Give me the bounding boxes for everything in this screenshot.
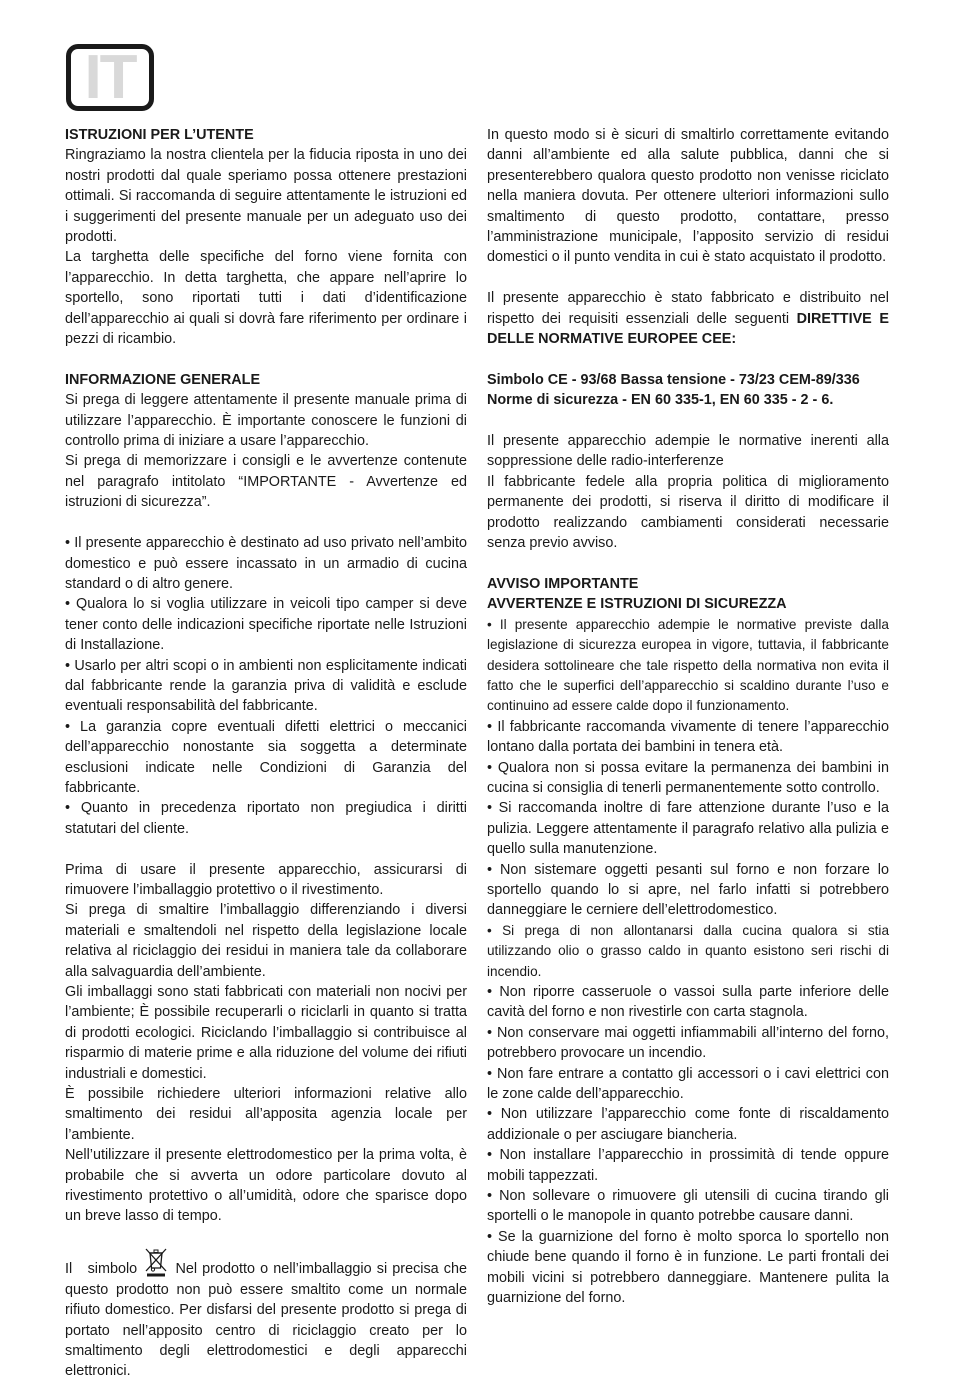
bullet-item: • Quanto in precedenza riportato non pregiudica i diritti statutari del cliente. bbox=[65, 800, 467, 837]
paragraph: È possibile richiedere ulteriori informazioni relative allo smaltimento dei residui all’apposita agenzia locale per l’ambiente. bbox=[65, 1086, 467, 1143]
heading-informazione-generale: INFORMAZIONE GENERALE bbox=[65, 371, 261, 388]
weee-intro: Il simbolo bbox=[65, 1261, 138, 1278]
paragraph: Il fabbricante fedele alla propria politica di miglioramento permanente dei prodotti, si riserva il diritto di modificare il prodotto realizzando cambiamenti considerati necessarie senza previo avviso. bbox=[487, 473, 889, 552]
bullet-item: • Non riporre casseruole o vassoi sulla parte inferiore delle cavità del forno e non rivestirle con carta stagnola. bbox=[487, 984, 889, 1021]
weee-text: Nel prodotto o nell’imballaggio si precisa che questo prodotto non può essere smaltito come un normale rifiuto domestico. Per disfarsi del presente prodotto si prega di portato nell’apposito centro di riciclaggio creato per lo smaltimento degli elettrodomestici e degli apparecchi elettronici. bbox=[65, 1261, 468, 1380]
bullet-item: • Non fare entrare a contatto gli accessori o i cavi elettrici con le zone calde dell’apparecchio. bbox=[487, 1065, 889, 1103]
bullet-item: • Non installare l’apparecchio in prossimità di tende oppure mobili tappezzati. bbox=[487, 1147, 889, 1184]
directives-emphasis: DIRETTIVE E DELLE NORMATIVE EUROPEE CEE: bbox=[487, 310, 889, 348]
paragraph: Gli imballaggi sono stati fabbricati con materiali non nocivi per l’ambiente; È possibile recuperarli o riciclarli in quanto si tratta di prodotti ecologici. Riciclando l’imballaggio si contribuisce al risparmio di materie prime e alla riduzione del volume dei rifiuti industriali e domestici. bbox=[65, 984, 467, 1082]
bullet-item: • Si prega di non allontanarsi dalla cucina qualora si stia utilizzando olio o grasso caldo in quanto esistono seri rischi di incendio. bbox=[487, 922, 889, 979]
bullet-item: • Il presente apparecchio è destinato ad uso privato nell’ambito domestico e può essere incassato in un armadio di cucina standard o di altro genere. bbox=[65, 535, 467, 592]
paragraph: La targhetta delle specifiche del forno viene fornita con l’apparecchio. In detta targhetta, che appare nell’aprire lo sportello, sono riportati tutti i dati d’identificazione dell’apparecchio ai quali si dovrà fare riferimento per ordinare i pezzi di ricambio. bbox=[65, 249, 467, 348]
bullet-item: • Qualora lo si voglia utilizzare in veicoli tipo camper si deve tener conto delle indicazioni specifiche riportate nelle Istruzioni di Installazione. bbox=[65, 596, 467, 654]
crossed-out-wheelie-bin-icon bbox=[144, 1247, 168, 1277]
paragraph: Ringraziamo la nostra clientela per la fiducia riposta in uno dei nostri prodotti dal quale speriamo possa ottenere prestazioni ottimali. Si raccomanda di seguire attentamente le istruzioni ed i suggerimenti del presente manuale per un adeguato uso dei prodotti. bbox=[65, 147, 467, 246]
paragraph: Si prega di smaltire l’imballaggio differenziando i diversi materiali e smaltendoli nel rispetto della legislazione locale relativa al riciclaggio dei residui in maniera tale da collaborare alla salvaguardia dell’ambiente. bbox=[65, 902, 467, 980]
bullet-item: • Il fabbricante raccomanda vivamente di tenere l’apparecchio lontano dalla portata dei bambini in tenera età. bbox=[487, 718, 889, 756]
bullet-item: • Non sollevare o rimuovere gli utensili di cucina tirando gli sportelli o le manopole in quanto potrebbe causare danni. bbox=[487, 1188, 889, 1225]
paragraph: Nell’utilizzare il presente elettrodomestico per la prima volta, è probabile che si avverta un odore particolare dovuto al rivestimento protettivo o all’umidità, odore che sparisce dopo un breve lasso di tempo. bbox=[65, 1147, 467, 1225]
right-column bbox=[487, 125, 889, 1309]
language-badge bbox=[66, 44, 154, 111]
paragraph: In questo modo si è sicuri di smaltirlo correttamente evitando danni all’ambiente ed alla salute pubblica, danni che si presenterebbero qualora questo prodotto non venisse riciclato nella maniera dovuta. Per ottenere ulteriori informazioni sullo smaltimento di questo prodotto, contattare, presso l’amministrazione municipale, l’apposito servizio di residui domestici o il punto vendita in cui è stato acquistato il prodotto. bbox=[487, 127, 889, 266]
heading-avviso-importante: AVVISO IMPORTANTE bbox=[487, 575, 639, 592]
ce-symbol-line: Simbolo CE - 93/68 Bassa tensione - 73/23 CEM-89/336 bbox=[487, 371, 860, 388]
directives-paragraph bbox=[487, 288, 889, 349]
left-column bbox=[65, 125, 467, 1382]
paragraph: Il presente apparecchio adempie le normative inerenti alla soppressione delle radio-interferenze bbox=[487, 433, 889, 470]
bullet-item: • Usarlo per altri scopi o in ambienti non esplicitamente indicati dal fabbricante rende la garanzia priva di validità e esclude eventuali responsabilità del fabbricante. bbox=[65, 657, 467, 715]
bullet-item: • Qualora non si possa evitare la permanenza dei bambini in cucina si consiglia di tenerli permanentemente sotto controllo. bbox=[487, 759, 889, 796]
language-code: IT bbox=[84, 42, 136, 112]
bullet-item: • Il presente apparecchio adempie le normative previste dalla legislazione di sicurezza europea in vigore, tuttavia, il fabbricante desidera sottolineare che tale rispetto della normativa non evita il fatto che le superfici dell’apparecchio si scaldino durante l’uso e continuino ad essere calde dopo il funzionamento. bbox=[487, 616, 889, 714]
bullet-item: • Non conservare mai oggetti infiammabili all’interno del forno, potrebbero provocare un incendio. bbox=[487, 1024, 889, 1062]
heading-istruzioni: ISTRUZIONI PER L’UTENTE bbox=[65, 127, 254, 143]
bullet-item: • Non utilizzare l’apparecchio come fonte di riscaldamento addizionale o per asciugare biancheria. bbox=[487, 1106, 889, 1143]
bullet-item: • Non sistemare oggetti pesanti sul forno e non forzare lo sportello quando lo si apre, nel farlo infatti si potrebbero danneggiare le cerniere dell’elettrodomestico. bbox=[487, 861, 889, 919]
paragraph: Si prega di leggere attentamente il presente manuale prima di utilizzare l’apparecchio. È importante conoscere le funzioni di controllo prima di iniziare a usare l’apparecchio. bbox=[65, 392, 467, 450]
safety-norms-line: Norme di sicurezza - EN 60 335-1, EN 60 335 - 2 - 6. bbox=[487, 392, 834, 409]
bullet-item: • Se la guarnizione del forno è molto sporca lo sportello non chiude bene quando il forno è in funzione. Le parti frontali dei mobili vicini si potrebbero danneggiare. Mantenere pulita la guarnizione del forno. bbox=[487, 1228, 889, 1307]
weee-paragraph bbox=[65, 1247, 467, 1381]
paragraph: Prima di usare il presente apparecchio, assicurarsi di rimuovere l’imballaggio protettivo o il rivestimento. bbox=[65, 861, 467, 898]
directives-text: Il presente apparecchio è stato fabbricato e distribuito nel rispetto dei requisiti essenziali delle seguenti bbox=[487, 290, 889, 327]
bullet-item: • La garanzia copre eventuali difetti elettrici o meccanici dell’apparecchio nonostante sia soggetta a determinate esclusioni indicate nelle Condizioni di Garanzia del fabbricante. bbox=[65, 718, 467, 796]
bullet-item: • Si raccomanda inoltre di fare attenzione durante l’uso e la pulizia. Leggere attentamente il paragrafo relativo alla pulizia e quello sulla manutenzione. bbox=[487, 800, 889, 858]
heading-avvertenze: AVVERTENZE E ISTRUZIONI DI SICUREZZA bbox=[487, 596, 787, 613]
paragraph: Si prega di memorizzare i consigli e le avvertenze contenute nel paragrafo intitolato “IMPORTANTE - Avvertenze ed istruzioni di sicurezza”. bbox=[65, 453, 467, 511]
